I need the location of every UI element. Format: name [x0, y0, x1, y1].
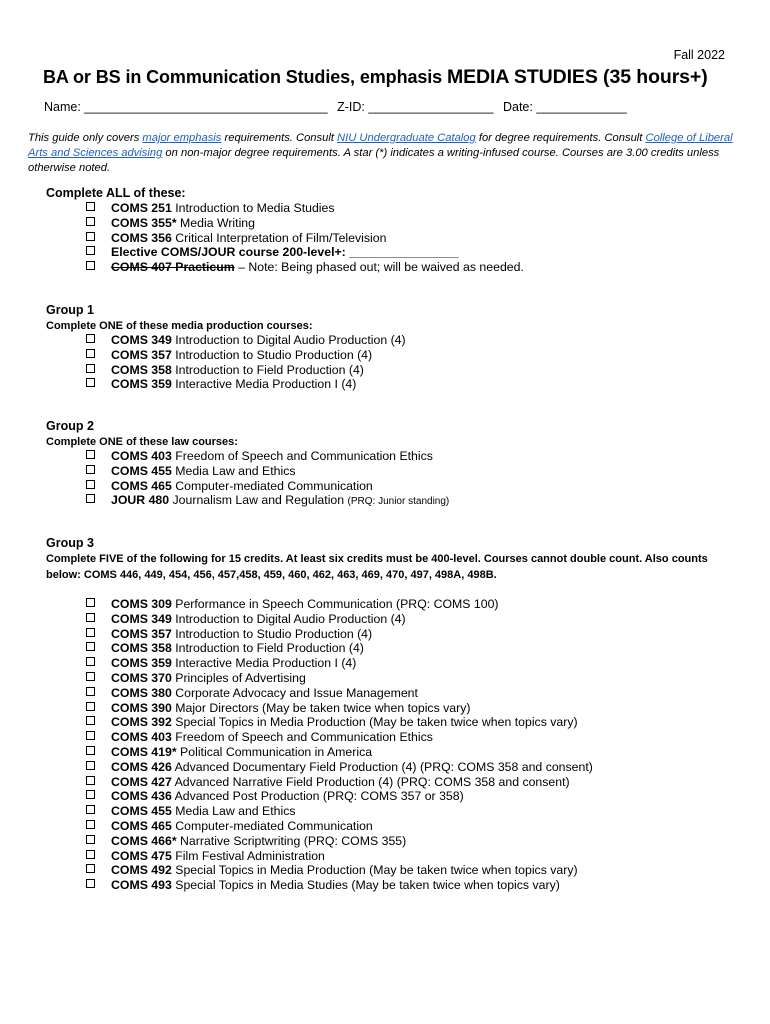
- course-code: COMS 356: [111, 230, 172, 245]
- title-emphasis: MEDIA STUDIES (35 hours+): [447, 66, 708, 88]
- course-code: COMS 355*: [111, 215, 177, 230]
- course-title: Corporate Advocacy and Issue Management: [171, 685, 418, 700]
- course-code: COMS 359: [111, 377, 172, 392]
- checkbox[interactable]: [86, 246, 95, 255]
- course-code: COMS 370: [111, 670, 172, 685]
- course-code: COMS 492: [111, 863, 172, 878]
- course-item: [86, 641, 593, 656]
- checkbox[interactable]: [86, 232, 95, 241]
- course-code: COMS 475: [111, 848, 172, 863]
- course-code: COMS 392: [111, 715, 172, 730]
- course-title: Narrative Scriptwriting (PRQ: COMS 355): [176, 833, 407, 848]
- course-item: [86, 348, 406, 363]
- course-code: COMS 357: [111, 347, 172, 362]
- group2-heading: Group 2: [46, 419, 94, 433]
- course-title: Interactive Media Production I (4): [171, 656, 357, 671]
- course-title: Introduction to Digital Audio Production (4): [171, 611, 406, 626]
- checkbox[interactable]: [86, 378, 95, 387]
- group2-course-list: [86, 449, 449, 508]
- course-item: [86, 834, 593, 849]
- course-code: Elective COMS/JOUR course 200-level+: ________________: [111, 245, 459, 260]
- course-item: [86, 775, 593, 790]
- checkbox[interactable]: [86, 850, 95, 859]
- course-item: [86, 216, 524, 231]
- group1-heading: Group 1: [46, 303, 94, 317]
- course-item: [86, 245, 524, 260]
- course-code: COMS 349: [111, 611, 172, 626]
- course-item: [86, 493, 449, 508]
- course-code: COMS 380: [111, 685, 172, 700]
- course-item: [86, 819, 593, 834]
- course-title: Critical Interpretation of Film/Television: [171, 230, 387, 245]
- course-code: COMS 436: [111, 789, 172, 804]
- course-item: [86, 878, 593, 893]
- course-title: Advanced Post Production (PRQ: COMS 357 or 358): [171, 789, 464, 804]
- checkbox[interactable]: [86, 864, 95, 873]
- course-title: Media Law and Ethics: [171, 804, 296, 819]
- checkbox[interactable]: [86, 450, 95, 459]
- page-title: [43, 66, 708, 89]
- term-label: Fall 2022: [673, 48, 725, 62]
- course-item: [86, 715, 593, 730]
- checkbox[interactable]: [86, 657, 95, 666]
- checkbox[interactable]: [86, 598, 95, 607]
- checkbox[interactable]: [86, 879, 95, 888]
- course-title: Introduction to Studio Production (4): [171, 347, 373, 362]
- course-prerequisite: (PRQ: Junior standing): [347, 496, 450, 508]
- course-title: Introduction to Studio Production (4): [171, 626, 373, 641]
- course-code: COMS 390: [111, 700, 172, 715]
- checkbox[interactable]: [86, 202, 95, 211]
- course-item: [86, 597, 593, 612]
- course-item: [86, 260, 524, 275]
- course-code: COMS 309: [111, 597, 172, 611]
- course-title: Introduction to Field Production (4): [171, 362, 364, 377]
- course-item: [86, 333, 406, 348]
- course-code: COMS 466*: [111, 833, 177, 848]
- intro-text-1: This guide only covers: [28, 132, 143, 144]
- checkbox[interactable]: [86, 702, 95, 711]
- course-code: JOUR 480: [111, 493, 170, 508]
- checkbox[interactable]: [86, 494, 95, 503]
- group1-instructions: Complete ONE of these media production courses:: [46, 320, 313, 332]
- course-item: [86, 627, 593, 642]
- checkbox[interactable]: [86, 776, 95, 785]
- course-title: Principles of Advertising: [171, 670, 306, 685]
- checkbox[interactable]: [86, 746, 95, 755]
- course-title: Special Topics in Media Production (May be taken twice when topics vary): [171, 715, 578, 730]
- required-course-list: [86, 201, 524, 275]
- course-title: Advanced Documentary Field Production (4) (PRQ: COMS 358 and consent): [171, 759, 593, 774]
- checkbox[interactable]: [86, 465, 95, 474]
- course-code: COMS 465: [111, 818, 172, 833]
- course-code: COMS 419*: [111, 744, 177, 759]
- date-field[interactable]: Date: _____________: [502, 100, 627, 114]
- course-title: Freedom of Speech and Communication Ethics: [171, 449, 433, 463]
- course-code: COMS 426: [111, 759, 172, 774]
- course-item: [86, 789, 593, 804]
- checkbox[interactable]: [86, 334, 95, 343]
- course-code: COMS 357: [111, 626, 172, 641]
- course-title: Journalism Law and Regulation: [169, 493, 348, 508]
- checkbox[interactable]: [86, 217, 95, 226]
- course-title: Performance in Speech Communication (PRQ: COMS 100): [171, 597, 499, 611]
- course-code: COMS 251: [111, 201, 172, 215]
- required-heading: Complete ALL of these:: [46, 186, 186, 200]
- zid-field[interactable]: Z-ID: __________________: [337, 100, 494, 114]
- undergraduate-catalog-link[interactable]: NIU Undergraduate Catalog: [337, 132, 476, 144]
- course-item: [86, 804, 593, 819]
- course-item: [86, 863, 593, 878]
- college-advising-link[interactable]: College of Liberal Arts and Sciences advising: [28, 132, 733, 159]
- course-title: Introduction to Media Studies: [171, 201, 335, 215]
- course-item: [86, 656, 593, 671]
- major-emphasis-link[interactable]: major emphasis: [142, 132, 222, 144]
- course-title: Advanced Narrative Field Production (4) (PRQ: COMS 358 and consent): [171, 774, 570, 789]
- name-field[interactable]: Name: ___________________________________: [44, 100, 328, 114]
- course-item: [86, 201, 524, 216]
- course-code: COMS 407 Practicum: [111, 260, 235, 275]
- course-title: Media Writing: [176, 215, 255, 230]
- course-code: COMS 427: [111, 774, 172, 789]
- intro-paragraph: [28, 131, 746, 176]
- course-title: Media Law and Ethics: [171, 463, 296, 478]
- intro-text-3: for degree requirements. Consult: [475, 132, 646, 144]
- course-code: COMS 455: [111, 463, 172, 478]
- intro-text-2: requirements. Consult: [221, 132, 338, 144]
- course-item: [86, 760, 593, 775]
- course-title: Film Festival Administration: [171, 848, 325, 863]
- checkbox[interactable]: [86, 613, 95, 622]
- group2-instructions: Complete ONE of these law courses:: [46, 436, 238, 448]
- course-item: [86, 449, 449, 464]
- course-item: [86, 231, 524, 246]
- group3-heading: Group 3: [46, 536, 94, 550]
- checkbox[interactable]: [86, 261, 95, 270]
- checkbox[interactable]: [86, 716, 95, 725]
- course-item: [86, 701, 593, 716]
- checkbox[interactable]: [86, 805, 95, 814]
- course-code: COMS 359: [111, 656, 172, 671]
- course-title: Freedom of Speech and Communication Ethics: [171, 730, 433, 745]
- course-title: Major Directors (May be taken twice when topics vary): [171, 700, 471, 715]
- checkbox[interactable]: [86, 687, 95, 696]
- checkbox[interactable]: [86, 364, 95, 373]
- course-code: COMS 455: [111, 804, 172, 819]
- course-title: Interactive Media Production I (4): [171, 377, 357, 392]
- course-code: COMS 403: [111, 730, 172, 745]
- course-item: [86, 745, 593, 760]
- course-item: [86, 377, 406, 392]
- title-main: BA or BS in Communication Studies, emphasis: [43, 67, 443, 87]
- checkbox[interactable]: [86, 761, 95, 770]
- course-code: COMS 349: [111, 333, 172, 347]
- group3-instructions: Complete FIVE of the following for 15 credits. At least six credits must be 400-level. Courses cannot double count. Also counts below: COMS 446, 449, 454, 456, 457,458, 459, 460, 462, 463, 469, 470, 497, 498A, 498B.: [46, 553, 708, 581]
- group1-course-list: [86, 333, 406, 392]
- course-item: [86, 849, 593, 864]
- checkbox[interactable]: [86, 628, 95, 637]
- course-code: COMS 358: [111, 641, 172, 656]
- course-item: [86, 686, 593, 701]
- course-title: Political Communication in America: [176, 744, 373, 759]
- course-item: [86, 363, 406, 378]
- course-code: COMS 493: [111, 878, 172, 893]
- course-code: COMS 465: [111, 478, 172, 493]
- course-title: Special Topics in Media Production (May be taken twice when topics vary): [171, 863, 578, 878]
- course-item: [86, 671, 593, 686]
- course-title: Special Topics in Media Studies (May be taken twice when topics vary): [171, 878, 560, 893]
- course-item: [86, 612, 593, 627]
- intro-text-4: on non-major degree requirements. A star (*) indicates a writing-infused course. Courses are 3.00 credits unless otherwise noted.: [28, 147, 720, 174]
- course-title: Computer-mediated Communication: [171, 478, 373, 493]
- course-code: COMS 403: [111, 449, 172, 463]
- course-item: [86, 464, 449, 479]
- checkbox[interactable]: [86, 835, 95, 844]
- checkbox[interactable]: [86, 790, 95, 799]
- course-title: – Note: Being phased out; will be waived as needed.: [234, 260, 524, 275]
- group3-course-list: [86, 597, 593, 893]
- checkbox[interactable]: [86, 642, 95, 651]
- student-info-row: [44, 100, 633, 114]
- checkbox[interactable]: [86, 731, 95, 740]
- checkbox[interactable]: [86, 672, 95, 681]
- course-item: [86, 479, 449, 494]
- course-code: COMS 358: [111, 362, 172, 377]
- checkbox[interactable]: [86, 820, 95, 829]
- checkbox[interactable]: [86, 480, 95, 489]
- checkbox[interactable]: [86, 349, 95, 358]
- course-title: Introduction to Field Production (4): [171, 641, 364, 656]
- course-item: [86, 730, 593, 745]
- course-title: Introduction to Digital Audio Production (4): [171, 333, 406, 347]
- course-title: Computer-mediated Communication: [171, 818, 373, 833]
